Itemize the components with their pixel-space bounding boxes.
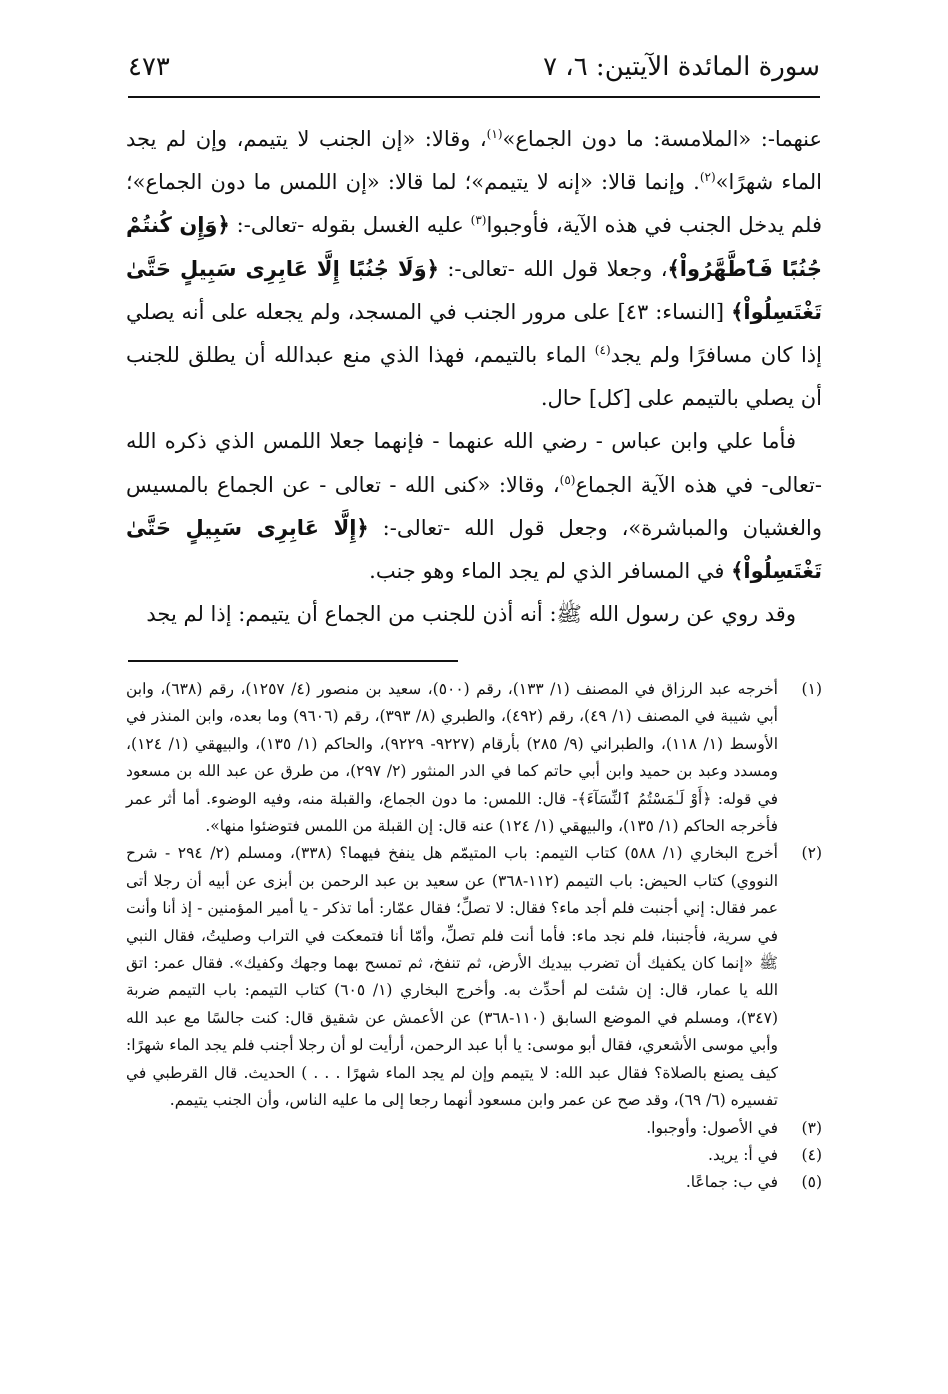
footnote-text: أخرج البخاري (١/ ٥٨٨) كتاب التيمم: باب المتيمّم هل ينفخ فيهما؟ (٣٣٨)، ومسلم (٢/ ٢٩٤ - شرح النووي) كتاب الحيض: باب التيمم (١١٢-٣٦٨) عن سعيد بن عبد الرحمن بن أبزى عن أبيه أن رجلا أتى عمر فقال: إني أجنبت فلم أجد ماء؟ فقال: لا تصلِّ؛ فقال عمّار: أما تذكر - يا أمير المؤمنين - إذ أنا وأنت في سرية، فأجنبنا، فلم نجد ماء: فأما أنت فلم تصلِّ، وأمّا أنا فتمعكت في التراب وصليتُ، فقال النبي ﷺ «إنما كان يكفيك أن تضرب بيديك الأرض، ثم تنفخ، ثم تمسح بهما وجهك وكفيك». فقال عمر: اتق الله يا عمار، قال: إن شئت لم أحدِّث به. وأخرج البخاري (١/ ٦٠٥) كتاب التيمم: باب التيمم ضربة (٣٤٧)، ومسلم في الموضع السابق (١١٠-٣٦٨) عن الأعمش عن شقيق قال: كنت جالسًا مع عبد الله وأبي موسى الأشعري، فقال أبو موسى: يا أبا عبد الرحمن، أرأيت لو أن رجلا أجنب فلم يجد الماء شهرًا: كيف يصنع بالصلاة؟ فقال عبد الله: لا يتيمم وإن لم يجد الماء شهرًا . . . ) الحديث. قال القرطبي في تفسيره (٦/ ٦٩)، وقد صح عن عمر وابن مسعود أنهما رجعا إلى ما عليه الناس، وأن الجنب يتيمم. bbox=[126, 844, 778, 1110]
footnote-ref-4[interactable]: (٤) bbox=[594, 343, 611, 358]
paragraph-1 bbox=[126, 118, 822, 420]
quran-verse-3: ﴿إِلَّا عَابِرِى سَبِيلٍ حَتَّىٰ تَغْتَسِلُواْ﴾ bbox=[126, 515, 822, 584]
footnote-ref-1[interactable]: (١) bbox=[486, 127, 503, 141]
footnote-ref-3[interactable]: (٣) bbox=[470, 213, 487, 228]
footnote-4 bbox=[126, 1142, 822, 1169]
text-span: . وإنما قالا: «إنه لا يتيمم»؛ لما قالا: «إن اللمس ما دون الجماع»؛ فلم يدخل الجنب في هذه الآية، فأوجبوا bbox=[126, 170, 822, 238]
text-span: [النساء: ٤٣] على مرور الجنب في المسجد، ولم يجعله على أنه يصلي إذا كان مسافرًا ولم يجد bbox=[126, 299, 822, 368]
text-span: ، وجعلا قول الله -تعالى-: bbox=[438, 256, 668, 281]
footnote-text: أخرجه عبد الرزاق في المصنف (١/ ١٣٣)، رقم (٥٠٠)، سعيد بن منصور (٤/ ١٢٥٧)، رقم (٦٣٨)، وابن أبي شيبة في المصنف (١/ ٤٩)، رقم (٤٩٢)، والطبري (٨/ ٣٩٣)، رقم (٩٦٠٦) وما بعده، وابن المنذر في الأوسط (١/ ١١٨)، والطبراني (٩/ ٢٨٥) بأرقام (٩٢٢٧- ٩٢٢٩)، والحاكم (١/ ١٣٥)، والبيهقي (١/ ١٢٤)، ومسدد وعبد بن حميد وابن أبي حاتم كما في الدر المنثور (٢/ ٢٩٧)، من طرق عن عبد الله بن مسعود في قوله: ﴿أَوْ لَـٰمَسْتُمُ ٱلنِّسَآءَ﴾- قال: اللمس: ما دون الجماع، والقبلة منه، وفيه الوضوء. أما أثر عمر فأخرجه الحاكم (١/ ١٣٥)، والبيهقي (١/ ١٢٤) عنه قال: إن القبلة من اللمس فتوضئوا منها». bbox=[126, 680, 779, 836]
footnote-ref-2[interactable]: (٢) bbox=[699, 170, 716, 185]
header-divider bbox=[128, 96, 820, 98]
main-text bbox=[126, 118, 822, 636]
paragraph-3: وقد روي عن رسول الله ﷺ: أنه أذن للجنب من الجماع أن يتيمم: إذا لم يجد bbox=[146, 602, 796, 627]
footnote-2 bbox=[126, 840, 822, 1114]
footnote-3 bbox=[126, 1115, 822, 1142]
footnote-text: في ب: جماعًا. bbox=[685, 1173, 778, 1192]
footnote-number: (٣) bbox=[801, 1118, 822, 1137]
footnote-number: (٤) bbox=[801, 1145, 822, 1164]
text-span: ، وقالا: «إن الجنب لا يتيمم، وإن لم يجد الماء شهرًا» bbox=[126, 127, 822, 195]
page-header bbox=[128, 52, 820, 92]
text-span: فأما علي وابن عباس - رضي الله عنهما - فإنهما جعلا اللمس الذي ذكره الله -تعالى- في هذه الآية الجماع bbox=[126, 429, 822, 497]
quran-verse-2: ﴿وَلَا جُنُبًا إِلَّا عَابِرِى سَبِيلٍ حَتَّىٰ تَغْتَسِلُواْ﴾ bbox=[126, 256, 822, 324]
footnote-text: في الأصول: وأوجبوا. bbox=[646, 1118, 778, 1137]
footnote-ref-5[interactable]: (٥) bbox=[559, 472, 576, 487]
running-title: سورة المائدة الآيتين: ٦، ٧ bbox=[543, 52, 820, 82]
quran-verse-1: ﴿وَإِن كُنتُمْ جُنُبًا فَٱطَّهَّرُواْ﴾ bbox=[126, 213, 822, 281]
footnote-separator bbox=[128, 660, 458, 662]
page-number: ٤٧٣ bbox=[128, 52, 170, 82]
text-span: ، وقالا: «كنى الله - تعالى - عن الجماع بالمسيس والغشيان والمباشرة»، وجعل قول الله -تعالى-: bbox=[126, 472, 822, 540]
text-span: في المسافر الذي لم يجد الماء وهو جنب. bbox=[369, 559, 732, 584]
footnote-text: في أ: يريد. bbox=[708, 1145, 778, 1164]
footnote-1 bbox=[126, 676, 822, 840]
footnote-5 bbox=[126, 1169, 822, 1196]
text-span: الماء بالتيمم، فهذا الذي منع عبدالله أن يطلق للجنب أن يصلي بالتيمم على [كل] حال. bbox=[126, 343, 822, 411]
paragraph-2 bbox=[126, 420, 822, 593]
text-span: عنهما-: «الملامسة: ما دون الجماع» bbox=[502, 127, 823, 151]
footnote-number: (١) bbox=[801, 680, 822, 698]
text-span: عليه الغسل بقوله -تعالى-: bbox=[229, 213, 471, 238]
footnote-number: (٥) bbox=[801, 1173, 822, 1192]
footnote-number: (٢) bbox=[801, 844, 822, 863]
footnotes bbox=[126, 676, 822, 1197]
